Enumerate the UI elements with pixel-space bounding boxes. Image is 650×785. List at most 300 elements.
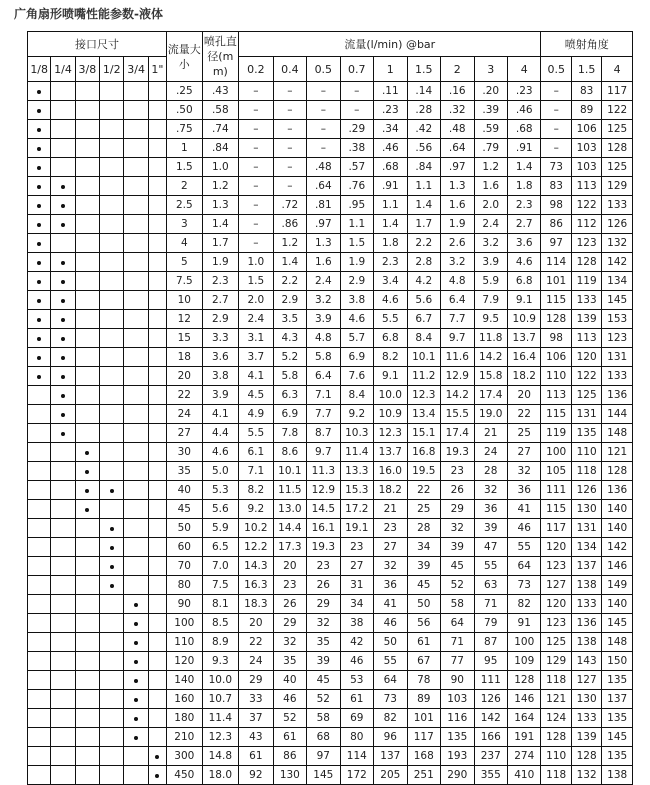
flow-rate-cell: .34 [374,120,407,139]
connection-cell [100,728,124,747]
flow-rate-cell: 38 [340,614,373,633]
connection-cell [51,177,75,196]
flow-rate-cell: 46 [374,614,407,633]
flow-rate-cell: 58 [441,595,474,614]
spray-angle-cell: 103 [571,139,601,158]
flow-rate-cell: 103 [441,690,474,709]
flow-rate-cell: 142 [474,709,507,728]
flow-rate-cell: .23 [507,82,541,101]
connection-cell [124,481,148,500]
flow-rate-cell: 19.1 [340,519,373,538]
connection-cell [124,500,148,519]
flow-rate-cell: 22 [507,405,541,424]
flow-rate-cell: 13.7 [507,329,541,348]
connection-cell [148,728,166,747]
flow-rate-cell: .97 [307,215,340,234]
connection-size-header: 接口尺寸 [28,32,167,57]
connection-cell [28,576,51,595]
flow-rate-cell: 6.1 [239,443,274,462]
spray-angle-cell: 118 [571,462,601,481]
flow-rate-cell: – [273,120,306,139]
table-row [28,177,633,196]
spray-angle-cell: 111 [541,481,571,500]
available-dot-icon [37,204,41,208]
flow-rate-cell: 15.8 [474,367,507,386]
connection-cell [124,595,148,614]
flow-rate-cell: 137 [374,747,407,766]
connection-cell [51,728,75,747]
table-body [28,82,633,785]
connection-cell [28,329,51,348]
connection-cell [148,310,166,329]
spray-angle-cell: 133 [602,367,633,386]
flow-rate-cell: 64 [441,614,474,633]
available-dot-icon [37,375,41,379]
spray-angle-cell: 137 [602,690,633,709]
flow-rate-cell: 52 [273,709,306,728]
flow-rate-cell: 1.4 [273,253,306,272]
flow-rate-cell: .39 [474,101,507,120]
flow-rate-cell: 8.7 [307,424,340,443]
flow-size-cell: 210 [167,728,203,747]
connection-cell [75,538,99,557]
connection-size-col-header: 3/4 [124,57,148,82]
available-dot-icon [134,660,138,664]
connection-cell [51,690,75,709]
flow-rate-cell: 96 [374,728,407,747]
spray-angle-cell: 110 [541,747,571,766]
connection-cell [51,519,75,538]
connection-cell [124,690,148,709]
flow-rate-cell: .32 [441,101,474,120]
table-row [28,443,633,462]
flow-rate-cell: 87 [474,633,507,652]
flow-rate-cell: 1.9 [441,215,474,234]
connection-cell [75,633,99,652]
spray-angle-cell: 121 [541,690,571,709]
flow-rate-cell: 17.2 [340,500,373,519]
connection-cell [51,557,75,576]
flow-size-cell: 3 [167,215,203,234]
connection-cell [75,272,99,291]
pressure-col-header: 2 [441,57,474,82]
table-row [28,424,633,443]
flow-rate-cell: 23 [340,538,373,557]
flow-rate-cell: 31 [340,576,373,595]
connection-size-col-header: 1/2 [100,57,124,82]
flow-rate-cell: 6.3 [273,386,306,405]
spray-angle-cell: 114 [541,253,571,272]
spray-angle-cell: 118 [541,766,571,785]
orifice-cell: 1.4 [202,215,239,234]
spray-angle-cell: 119 [571,272,601,291]
flow-rate-cell: 1.9 [340,253,373,272]
flow-rate-cell: 172 [340,766,373,785]
spray-angle-cell: – [541,139,571,158]
flow-rate-cell: 35 [273,652,306,671]
connection-cell [75,424,99,443]
orifice-cell: 1.7 [202,234,239,253]
connection-size-col-header: 1/8 [28,57,51,82]
connection-cell [124,177,148,196]
flow-rate-cell: .84 [407,158,440,177]
flow-rate-cell: 19.0 [474,405,507,424]
available-dot-icon [37,109,41,113]
flow-rate-cell: 410 [507,766,541,785]
connection-cell [148,652,166,671]
connection-cell [28,139,51,158]
connection-cell [75,253,99,272]
connection-cell [124,538,148,557]
flow-rate-cell: 19.5 [407,462,440,481]
connection-cell [75,462,99,481]
angle-col-header: 4 [602,57,633,82]
connection-cell [75,576,99,595]
orifice-cell: 1.9 [202,253,239,272]
connection-cell [75,652,99,671]
connection-cell [148,405,166,424]
connection-cell [124,215,148,234]
flow-rate-cell: – [239,101,274,120]
flow-rate-cell: .86 [273,215,306,234]
available-dot-icon [37,356,41,360]
connection-cell [75,234,99,253]
table-row [28,405,633,424]
flow-rate-cell: 26 [441,481,474,500]
flow-rate-cell: .97 [441,158,474,177]
table-row [28,614,633,633]
flow-rate-cell: .72 [273,196,306,215]
connection-cell [28,652,51,671]
flow-rate-cell: 4.1 [239,367,274,386]
flow-rate-cell: 9.2 [239,500,274,519]
connection-cell [28,82,51,101]
flow-rate-cell: 4.5 [239,386,274,405]
flow-rate-cell: 117 [407,728,440,747]
flow-rate-cell: 4.6 [340,310,373,329]
table-row [28,652,633,671]
spray-angle-cell: 149 [602,576,633,595]
flow-rate-cell: 32 [474,481,507,500]
available-dot-icon [37,223,41,227]
connection-cell [75,348,99,367]
flow-size-cell: 120 [167,652,203,671]
table-row [28,519,633,538]
connection-cell [148,291,166,310]
flow-rate-cell: 10.1 [407,348,440,367]
spray-angle-cell: 133 [571,709,601,728]
flow-size-cell: 70 [167,557,203,576]
flow-rate-cell: 29 [307,595,340,614]
orifice-cell: 5.6 [202,500,239,519]
connection-cell [75,500,99,519]
flow-rate-cell: 8.4 [407,329,440,348]
flow-rate-cell: 6.4 [307,367,340,386]
connection-cell [28,310,51,329]
connection-cell [51,709,75,728]
connection-cell [75,329,99,348]
flow-rate-cell: 1.7 [407,215,440,234]
flow-rate-cell: 90 [441,671,474,690]
spray-angle-cell: 139 [571,728,601,747]
flow-rate-cell: 58 [307,709,340,728]
spray-angle-cell: 118 [541,671,571,690]
connection-cell [124,196,148,215]
flow-rate-cell: 79 [474,614,507,633]
connection-cell [28,215,51,234]
table-row [28,196,633,215]
flow-size-cell: 4 [167,234,203,253]
available-dot-icon [85,508,89,512]
flow-rate-cell: 2.4 [307,272,340,291]
orifice-cell: 8.1 [202,595,239,614]
flow-rate-cell: 9.1 [374,367,407,386]
flow-rate-cell: .91 [374,177,407,196]
spray-angle-cell: 133 [602,196,633,215]
flow-rate-cell: 41 [507,500,541,519]
spray-angle-cell: 138 [602,766,633,785]
connection-cell [124,367,148,386]
connection-cell [148,386,166,405]
table-row [28,633,633,652]
flow-rate-cell: 114 [340,747,373,766]
flow-rate-cell: 14.3 [239,557,274,576]
connection-cell [51,614,75,633]
connection-cell [28,101,51,120]
spray-angle-cell: 103 [571,158,601,177]
connection-cell [28,120,51,139]
flow-rate-cell: 3.8 [340,291,373,310]
flow-rate-cell: 274 [507,747,541,766]
flow-rate-cell: 205 [374,766,407,785]
table-row [28,690,633,709]
flow-size-cell: 30 [167,443,203,462]
connection-cell [100,690,124,709]
flow-rate-cell: 10.9 [507,310,541,329]
flow-rate-cell: 19.3 [441,443,474,462]
flow-rate-cell: 61 [407,633,440,652]
available-dot-icon [134,717,138,721]
angle-col-header: 0.5 [541,57,571,82]
spray-angle-cell: 144 [602,405,633,424]
flow-rate-cell: 2.3 [507,196,541,215]
connection-cell [75,481,99,500]
flow-size-cell: 1.5 [167,158,203,177]
orifice-cell: 12.3 [202,728,239,747]
connection-cell [100,481,124,500]
flow-rate-cell: 24 [474,443,507,462]
spray-angle-cell: 124 [541,709,571,728]
flow-rate-cell: 63 [474,576,507,595]
available-dot-icon [61,204,65,208]
spray-angle-cell: 136 [602,386,633,405]
flow-rate-cell: 53 [340,671,373,690]
flow-rate-cell: 14.5 [307,500,340,519]
flow-rate-cell: .64 [307,177,340,196]
table-row [28,576,633,595]
spray-angle-cell: 132 [571,766,601,785]
flow-rate-cell: 7.1 [239,462,274,481]
connection-cell [51,120,75,139]
flow-rate-cell: .91 [507,139,541,158]
connection-cell [100,272,124,291]
connection-cell [124,234,148,253]
available-dot-icon [37,318,41,322]
connection-cell [124,443,148,462]
flow-rate-cell: 61 [340,690,373,709]
flow-rate-cell: 5.9 [474,272,507,291]
spray-angle-cell: 145 [602,728,633,747]
orifice-cell: 1.0 [202,158,239,177]
orifice-cell: 8.5 [202,614,239,633]
flow-rate-cell: – [273,158,306,177]
flow-rate-cell: 91 [507,614,541,633]
flow-rate-cell: 32 [307,614,340,633]
flow-rate-cell: 2.2 [407,234,440,253]
flow-size-cell: 50 [167,519,203,538]
flow-rate-cell: 46 [273,690,306,709]
flow-rate-cell: 64 [374,671,407,690]
flow-rate-cell: 14.2 [474,348,507,367]
flow-rate-cell: 37 [239,709,274,728]
flow-size-cell: 12 [167,310,203,329]
flow-rate-cell: 24 [239,652,274,671]
spray-angle-cell: 129 [602,177,633,196]
connection-cell [148,614,166,633]
connection-cell [28,443,51,462]
connection-cell [28,272,51,291]
flow-rate-cell: 1.4 [507,158,541,177]
flow-rate-cell: 3.1 [239,329,274,348]
table-row [28,595,633,614]
connection-cell [28,481,51,500]
flow-rate-cell: 10.2 [239,519,274,538]
flow-rate-cell: 251 [407,766,440,785]
flow-rate-cell: 64 [507,557,541,576]
flow-size-cell: 1 [167,139,203,158]
flow-rate-cell: 23 [374,519,407,538]
flow-rate-cell: 8.4 [340,386,373,405]
flow-rate-cell: 39 [441,538,474,557]
flow-rate-cell: 10.0 [374,386,407,405]
connection-cell [28,728,51,747]
spray-angle-cell: 125 [602,158,633,177]
flow-rate-cell: 101 [407,709,440,728]
connection-cell [51,310,75,329]
available-dot-icon [37,147,41,151]
spray-angle-cell: 117 [541,519,571,538]
table-row [28,291,633,310]
flow-rate-cell: 36 [374,576,407,595]
table-row [28,481,633,500]
connection-cell [51,329,75,348]
available-dot-icon [110,565,114,569]
spray-angle-cell: 112 [571,215,601,234]
spray-angle-cell: 128 [571,253,601,272]
flow-rate-cell: 5.6 [407,291,440,310]
connection-cell [100,386,124,405]
flow-rate-cell: 71 [441,633,474,652]
flow-rate-cell: 46 [340,652,373,671]
spray-angle-cell: 136 [602,481,633,500]
spray-angle-cell: 137 [571,557,601,576]
flow-size-cell: .75 [167,120,203,139]
connection-cell [28,196,51,215]
connection-cell [75,690,99,709]
spray-angle-cell: 128 [541,310,571,329]
flow-rate-cell: 111 [474,671,507,690]
available-dot-icon [61,299,65,303]
flow-rate-cell: 5.7 [340,329,373,348]
flow-rate-cell: 1.2 [474,158,507,177]
flow-rate-cell: 82 [507,595,541,614]
connection-cell [51,291,75,310]
available-dot-icon [61,356,65,360]
connection-cell [100,158,124,177]
connection-cell [28,424,51,443]
flow-rate-cell: 191 [507,728,541,747]
spray-angle-cell: 140 [602,595,633,614]
flow-rate-cell: 3.5 [273,310,306,329]
table-row [28,329,633,348]
connection-cell [51,272,75,291]
flow-rate-cell: 17.4 [474,386,507,405]
flow-rate-cell: 12.3 [374,424,407,443]
flow-rate-cell: 4.2 [407,272,440,291]
flow-rate-cell: 18.2 [374,481,407,500]
spray-angle-cell: 135 [602,709,633,728]
connection-cell [148,595,166,614]
flow-rate-cell: 5.2 [273,348,306,367]
connection-cell [75,595,99,614]
connection-cell [100,709,124,728]
flow-rate-cell: 4.6 [507,253,541,272]
spray-angle-cell: 131 [571,519,601,538]
table-row [28,348,633,367]
flow-rate-cell: .38 [340,139,373,158]
flow-rate-cell: 78 [407,671,440,690]
spray-angle-cell: 122 [602,101,633,120]
connection-cell [148,462,166,481]
spray-angle-cell: 73 [541,158,571,177]
flow-rate-cell: 4.9 [239,405,274,424]
flow-rate-cell: – [340,82,373,101]
flow-rate-cell: 9.1 [507,291,541,310]
available-dot-icon [134,603,138,607]
flow-rate-cell: 8.2 [239,481,274,500]
connection-cell [124,424,148,443]
connection-cell [100,196,124,215]
connection-cell [148,424,166,443]
flow-rate-cell: 80 [340,728,373,747]
flow-rate-cell: 6.9 [273,405,306,424]
spray-angle-cell: 125 [602,120,633,139]
flow-rate-cell: .28 [407,101,440,120]
flow-rate-cell: 3.9 [307,310,340,329]
connection-cell [75,310,99,329]
connection-cell [28,158,51,177]
flow-size-cell: 35 [167,462,203,481]
flow-rate-cell: 135 [441,728,474,747]
connection-cell [100,405,124,424]
available-dot-icon [61,280,65,284]
available-dot-icon [61,432,65,436]
connection-cell [100,671,124,690]
flow-rate-cell: 26 [307,576,340,595]
performance-table [27,31,633,785]
flow-rate-cell: 25 [507,424,541,443]
table-row [28,139,633,158]
